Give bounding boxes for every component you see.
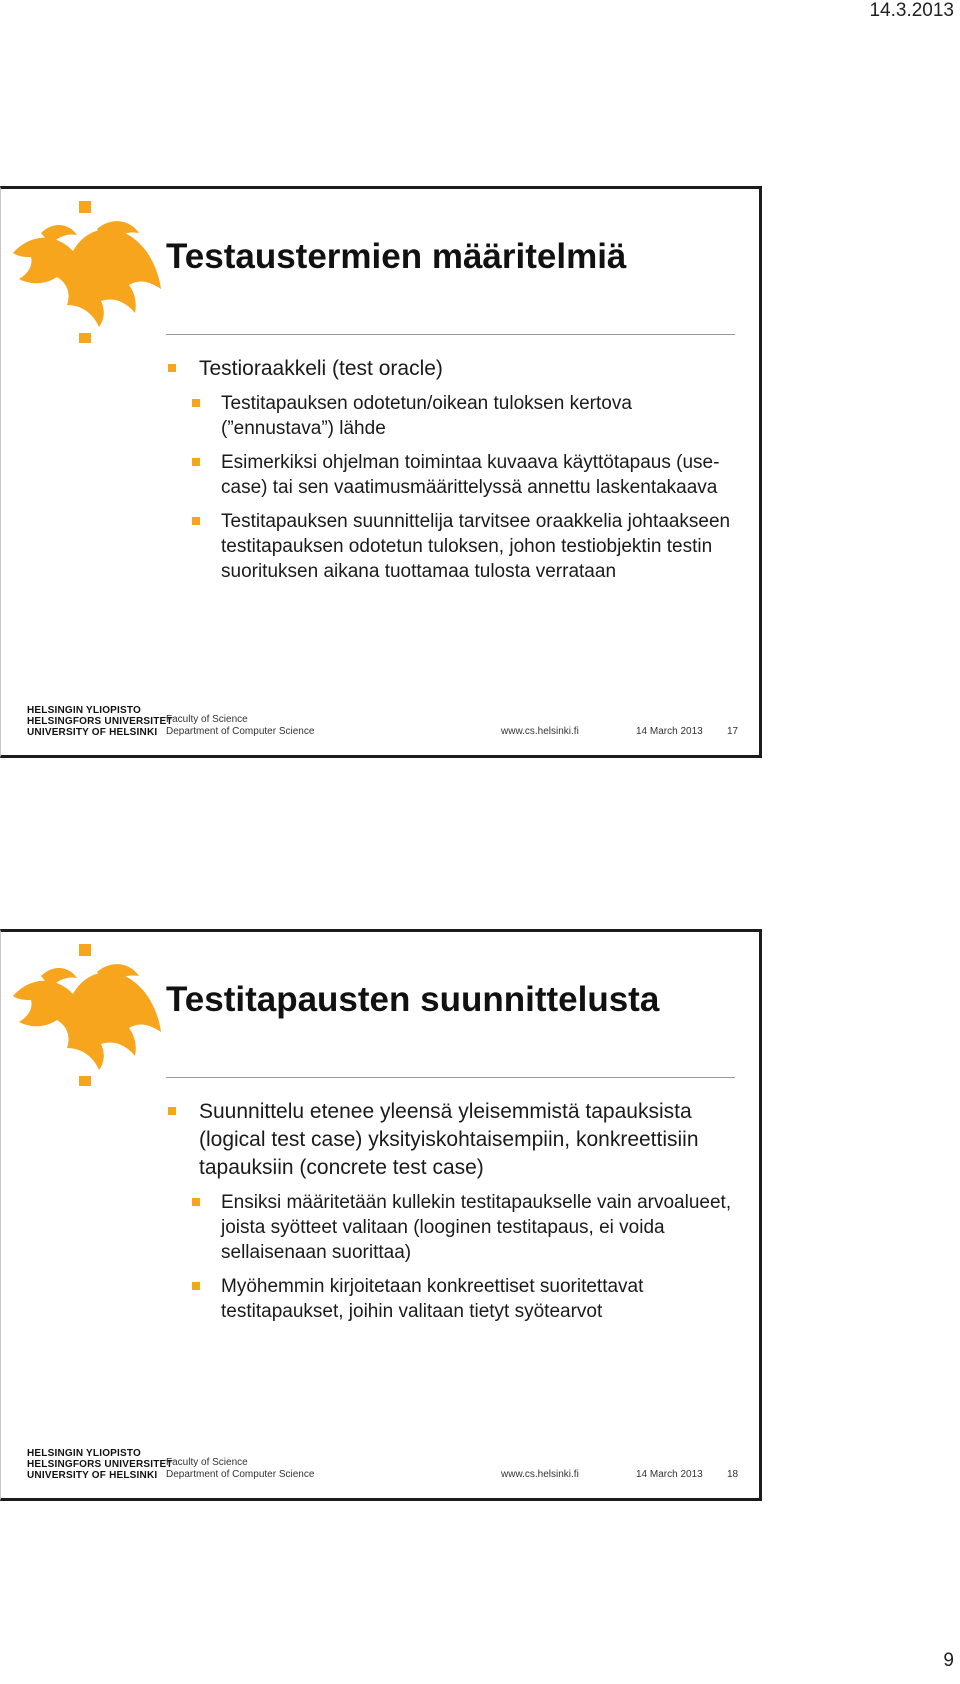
slide-title: Testitapausten suunnittelusta xyxy=(166,980,660,1019)
university-flame-logo-icon xyxy=(1,936,166,1086)
bullet-level-2: Esimerkiksi ohjelman toimintaa kuvaava käyttötapaus (use-case) tai sen vaatimusmäärittelyssä annettu laskentakaava xyxy=(166,450,746,500)
page-number: 9 xyxy=(943,1650,954,1671)
square-bullet-icon xyxy=(192,1198,200,1206)
footer-url: www.cs.helsinki.fi xyxy=(501,1469,579,1480)
square-bullet-icon xyxy=(192,1282,200,1290)
bullet-level-1: Suunnittelu etenee yleensä yleisemmistä tapauksista (logical test case) yksityiskohtaisempiin, konkreettisiin tapauksiin (concrete test case) xyxy=(166,1098,746,1182)
bullet-level-2: Testitapauksen suunnittelija tarvitsee oraakkelia johtaakseen testitapauksen odotetun tuloksen, johon testiobjektin testin suorituksen aikana tuottamaa tulosta verrataan xyxy=(166,509,746,584)
title-divider xyxy=(166,1077,735,1078)
slide-content xyxy=(166,355,746,593)
slide-number: 18 xyxy=(727,1469,739,1480)
slide-number: 17 xyxy=(727,726,739,737)
square-bullet-icon xyxy=(192,399,200,407)
square-bullet-icon xyxy=(168,364,176,372)
bullet-level-2: Testitapauksen odotetun/oikean tuloksen kertova (”ennustava”) lähde xyxy=(166,391,746,441)
bullet-level-1: Testioraakkeli (test oracle) xyxy=(166,355,746,383)
university-flame-logo-icon xyxy=(1,193,166,343)
footer-faculty: Faculty of Science Department of Computer Science xyxy=(166,714,315,737)
slide-18 xyxy=(0,929,762,1501)
university-wordmark: HELSINGIN YLIOPISTO HELSINGFORS UNIVERSITET UNIVERSITY OF HELSINKI xyxy=(27,1448,173,1481)
square-bullet-icon xyxy=(192,517,200,525)
slide-content xyxy=(166,1098,746,1333)
title-divider xyxy=(166,334,735,335)
slide-title: Testaustermien määritelmiä xyxy=(166,237,627,276)
bullet-level-2: Ensiksi määritetään kullekin testitapaukselle vain arvoalueet, joista syötteet valitaan (looginen testitapaus, ei voida sellaisenaan suorittaa) xyxy=(166,1190,746,1265)
slide-17 xyxy=(0,186,762,758)
square-bullet-icon xyxy=(168,1107,176,1115)
bullet-level-2: Myöhemmin kirjoitetaan konkreettiset suoritettavat testitapaukset, joihin valitaan tietyt syötearvot xyxy=(166,1274,746,1324)
footer-date: 14 March 2013 xyxy=(636,1469,703,1480)
footer-url: www.cs.helsinki.fi xyxy=(501,726,579,737)
page-date: 14.3.2013 xyxy=(869,0,954,21)
university-wordmark: HELSINGIN YLIOPISTO HELSINGFORS UNIVERSITET UNIVERSITY OF HELSINKI xyxy=(27,705,173,738)
footer-faculty: Faculty of Science Department of Computer Science xyxy=(166,1457,315,1480)
square-bullet-icon xyxy=(192,458,200,466)
footer-date: 14 March 2013 xyxy=(636,726,703,737)
